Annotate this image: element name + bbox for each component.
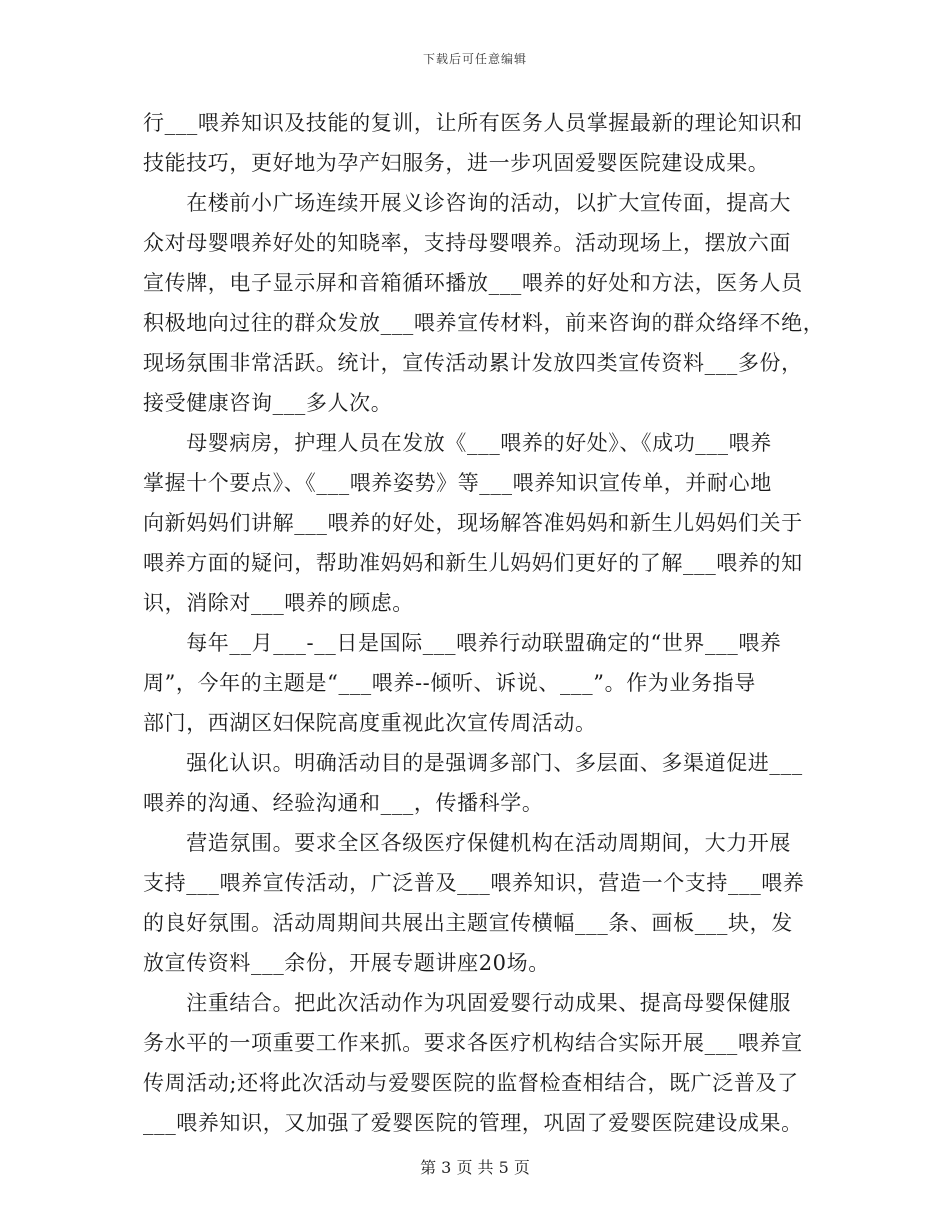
text-line: 喂养方面的疑问，帮助准妈妈和新生儿妈妈们更好的了解___喂养的知 [143,551,803,575]
document-body [143,103,825,1143]
text-line: 接受健康咨询___多人次。 [143,391,393,415]
text-line: 现场氛围非常活跃。统计，宣传活动累计发放四类宣传资料___多份， [143,351,803,375]
text-line: 强化认识。明确活动目的是强调多部门、多层面、多渠道促进___ [143,751,803,775]
text-line: 在楼前小广场连续开展义诊咨询的活动，以扩大宣传面，提高大 [143,191,791,215]
text-line: 放宣传资料___余份，开展专题讲座20场。 [143,951,550,975]
text-line: 注重结合。把此次活动作为巩固爱婴行动成果、提高母婴保健服 [143,991,791,1015]
text-line: 众对母婴喂养好处的知晓率，支持母婴喂养。活动现场上，摆放六面 [143,231,791,255]
paragraph [143,103,815,183]
text-line: 母婴病房，护理人员在发放《___喂养的好处》、《成功___喂养 [143,431,772,455]
text-line: 传周活动;还将此次活动与爱婴医院的监督检查相结合，既广泛普及了 [143,1071,799,1095]
page-number: 第 3 页 共 5 页 [420,1158,530,1177]
paragraph [143,743,815,823]
page-header: 下载后可任意编辑 [422,52,527,66]
paragraph [143,183,825,423]
text-line: 向新妈妈们讲解___喂养的好处，现场解答准妈妈和新生儿妈妈们关于 [143,511,803,535]
text-line: 技能技巧，更好地为孕产妇服务，进一步巩固爱婴医院建设成果。 [143,151,770,175]
text-line: 部门，西湖区妇保院高度重视此次宣传周活动。 [143,711,597,735]
text-line: 积极地向过往的群众发放___喂养宣传材料，前来咨询的群众络绎不绝， [143,311,825,335]
text-line: 营造氛围。要求全区各级医疗保健机构在活动周期间，大力开展 [143,831,791,855]
text-line: 支持___喂养宣传活动，广泛普及___喂养知识，营造一个支持___喂养 [143,871,805,895]
text-line: ___喂养知识，又加强了爱婴医院的管理，巩固了爱婴医院建设成果。 [143,1111,803,1135]
text-line: 识，消除对___喂养的顾虑。 [143,591,414,615]
text-line: 掌握十个要点》、《___喂养姿势》等___喂养知识宣传单，并耐心地 [143,471,772,495]
text-line: 喂养的沟通、经验沟通和___，传播科学。 [143,791,544,815]
text-line: 行___喂养知识及技能的复训，让所有医务人员掌握最新的理论知识和 [143,111,803,135]
paragraph [143,983,815,1143]
text-line: 每年__月___-__日是国际___喂养行动联盟确定的“世界___喂养 [143,631,782,655]
text-line: 的良好氛围。活动周期间共展出主题宣传横幅___条、画板___块，发 [143,911,793,935]
paragraph [143,823,815,983]
paragraph [143,423,815,623]
text-line: 务水平的一项重要工作来抓。要求各医疗机构结合实际开展___喂养宣 [143,1031,803,1055]
paragraph [143,623,815,743]
text-line: 周”，今年的主题是“___喂养--倾听、诉说、___”。作为业务指导 [143,671,756,695]
text-line: 宣传牌，电子显示屏和音箱循环播放___喂养的好处和方法，医务人员 [143,271,803,295]
